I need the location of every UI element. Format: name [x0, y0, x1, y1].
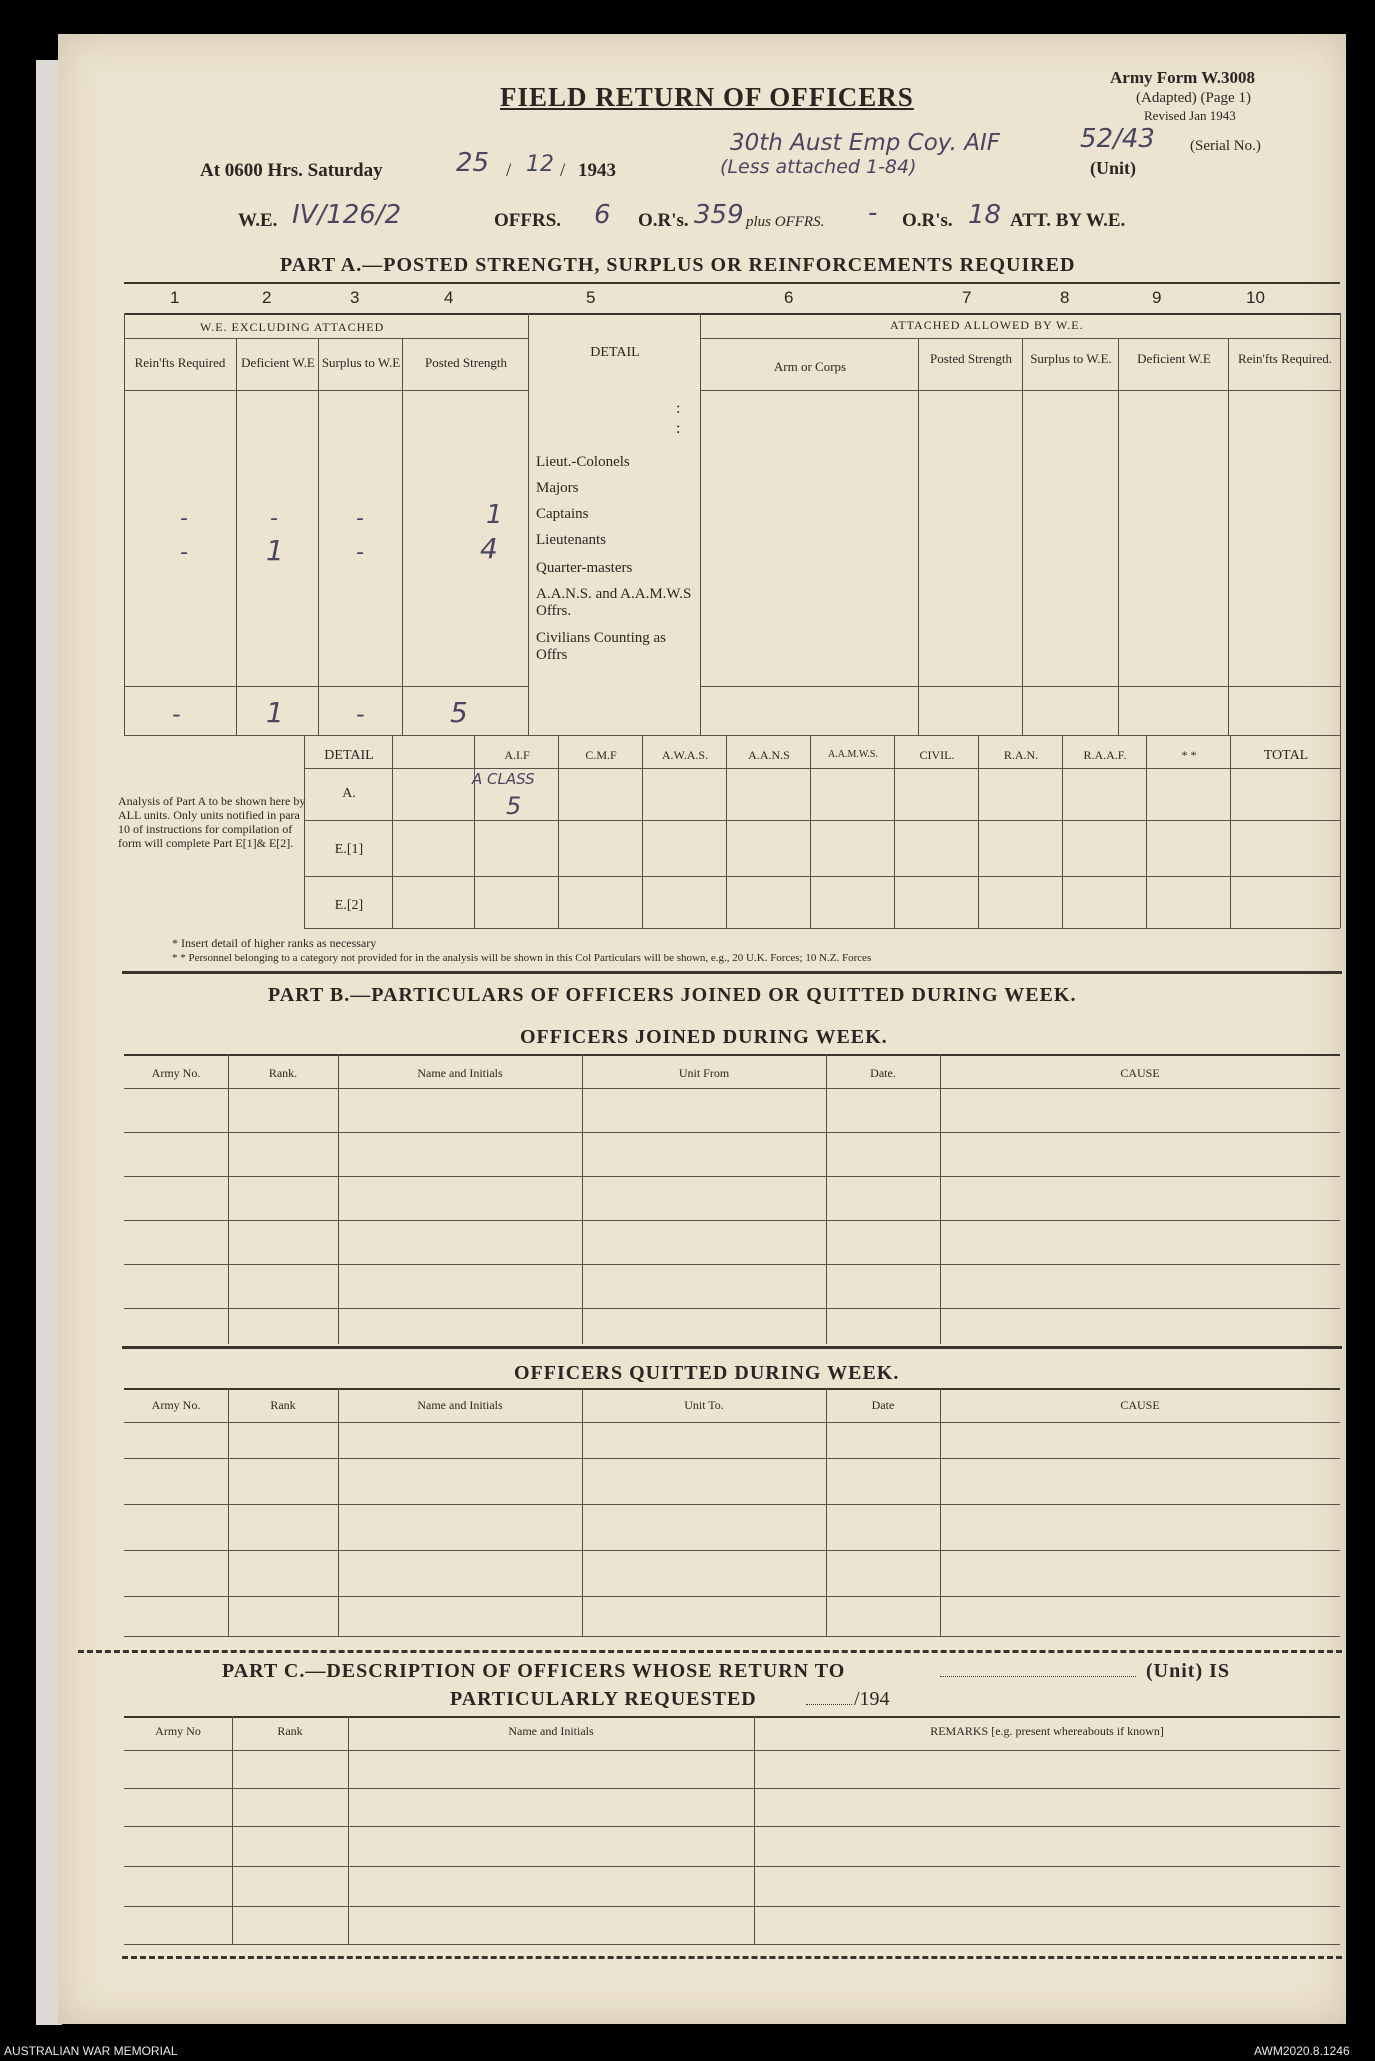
analysis-hdr-detail: DETAIL	[324, 748, 374, 763]
we-value: IV/126/2	[292, 200, 402, 230]
part-b-title: PART B.—PARTICULARS OF OFFICERS JOINED OR QUITTED DURING WEEK.	[268, 984, 1077, 1006]
army-form-number: Army Form W.3008	[1110, 68, 1255, 87]
total-deficient: 1	[266, 696, 284, 729]
rank-captains: Captains	[536, 506, 589, 522]
date-year: 1943	[578, 160, 616, 181]
form-title: FIELD RETURN OF OFFICERS	[500, 82, 914, 112]
part-a-title: PART A.—POSTED STRENGTH, SURPLUS OR REINFORCEMENTS REQUIRED	[280, 254, 1076, 276]
serial-label: (Serial No.)	[1190, 138, 1261, 154]
analysis-row-e1: E.[1]	[334, 842, 364, 857]
analysis-instructions: Analysis of Part A to be shown here by ALL units. Only units notified in para 10 of instructions for compilation of form will complete Part E[1]& E[2].	[118, 794, 306, 850]
part-c-unit-is: (Unit) IS	[1146, 1660, 1231, 1682]
aif-a-value: 5	[506, 792, 522, 820]
quitted-title: OFFICERS QUITTED DURING WEEK.	[514, 1362, 900, 1384]
serial-number-value: 52/43	[1080, 124, 1155, 154]
hdr-posted-strength: Posted Strength	[425, 355, 507, 370]
hdr-posted-strength-att: Posted Strength	[930, 351, 1012, 366]
analysis-row-a: A.	[342, 786, 356, 801]
partc-hdr-rank: Rank	[277, 1724, 303, 1738]
hdr-deficient-att: Deficient W.E	[1137, 351, 1211, 366]
date-day: 25	[456, 148, 490, 178]
quitted-hdr-rank: Rank	[270, 1398, 296, 1412]
joined-hdr-unit-from: Unit From	[678, 1066, 730, 1080]
part-c-year: /194	[854, 1688, 890, 1710]
rank-civilians: Civilians Counting as Offrs	[536, 630, 667, 663]
lieutenants-surplus: -	[356, 540, 364, 565]
col-num-1: 1	[170, 288, 180, 307]
joined-title: OFFICERS JOINED DURING WEEK.	[520, 1026, 888, 1048]
joined-hdr-name: Name and Initials	[417, 1066, 503, 1080]
col-num-6: 6	[784, 288, 794, 307]
quitted-hdr-army-no: Army No.	[151, 1398, 201, 1412]
offrs-label: OFFRS.	[494, 210, 562, 231]
analysis-hdr-total: TOTAL	[1263, 748, 1309, 763]
analysis-hdr-awas: A.W.A.S.	[661, 748, 709, 762]
analysis-row-e2: E.[2]	[334, 898, 364, 913]
col-num-7: 7	[962, 288, 972, 307]
joined-hdr-rank: Rank.	[268, 1066, 298, 1080]
col-num-9: 9	[1152, 288, 1162, 307]
at-hours-label: At 0600 Hrs. Saturday	[200, 160, 383, 181]
total-reinf: -	[172, 700, 181, 728]
footer-right: AWM2020.8.1246	[1254, 2044, 1350, 2058]
attached-allowed-header: ATTACHED ALLOWED BY W.E.	[890, 318, 1084, 332]
footnote-other-category: * * Personnel belonging to a category not provided for in the analysis will be shown in this Col Particulars will be shown, e.g., 20 U.K. Forces; 10 N.Z. Forces	[172, 952, 872, 964]
ors2-value: 18	[968, 200, 1002, 230]
hdr-reinfts-required: Rein'fts Required	[134, 355, 226, 370]
ors-value: 359	[694, 200, 744, 230]
analysis-hdr-civil: CIVIL.	[919, 748, 955, 762]
partc-hdr-remarks: REMARKS [e.g. present whereabouts if known]	[930, 1724, 1164, 1738]
we-label: W.E.	[238, 210, 278, 231]
hdr-surplus-att: Surplus to W.E.	[1030, 351, 1112, 366]
rank-lieut-colonels: Lieut.-Colonels	[536, 454, 630, 470]
analysis-hdr-raaf: R.A.A.F.	[1083, 748, 1127, 762]
partc-hdr-army-no: Army No	[155, 1724, 201, 1738]
partc-hdr-name: Name and Initials	[508, 1724, 594, 1738]
quitted-hdr-name: Name and Initials	[417, 1398, 503, 1412]
col-num-3: 3	[350, 288, 360, 307]
total-surplus: -	[356, 700, 365, 728]
analysis-hdr-ran: R.A.N.	[1003, 748, 1039, 762]
unit-label: (Unit)	[1090, 158, 1136, 178]
lieutenants-deficient: 1	[266, 534, 284, 567]
quitted-hdr-cause: CAUSE	[1120, 1398, 1160, 1412]
analysis-hdr-other: * *	[1181, 748, 1197, 762]
lieutenants-reinf: -	[180, 540, 188, 565]
captains-posted: 1	[486, 500, 503, 530]
rank-majors: Majors	[536, 480, 579, 496]
analysis-hdr-cmf: C.M.F	[585, 748, 617, 762]
joined-hdr-date: Date.	[870, 1066, 896, 1080]
date-month: 12	[526, 152, 554, 177]
part-c-title-line2: PARTICULARLY REQUESTED	[450, 1688, 757, 1710]
part-c-unit-blank[interactable]	[940, 1676, 1136, 1677]
total-posted: 5	[450, 696, 468, 729]
plus-offrs-value: -	[868, 198, 878, 228]
analysis-hdr-aans: A.A.N.S	[748, 748, 790, 762]
adapted-label: (Adapted) (Page 1)	[1136, 90, 1251, 106]
captains-surplus: -	[356, 506, 364, 531]
aif-a-class-note: A CLASS	[472, 770, 535, 788]
ors-label: O.R's.	[638, 210, 689, 231]
lieutenants-posted: 4	[480, 532, 498, 565]
rank-quarter-masters: Quarter-masters	[536, 560, 633, 576]
hdr-arm-or-corps: Arm or Corps	[773, 359, 847, 374]
unit-value-line2: (Less attached 1-84)	[720, 156, 917, 178]
hdr-detail: DETAIL	[590, 345, 640, 360]
col-num-4: 4	[444, 288, 454, 307]
plus-offrs-label: plus OFFRS.	[746, 214, 825, 230]
analysis-hdr-aif: A.I.F	[504, 748, 530, 762]
rank-lieutenants: Lieutenants	[536, 532, 606, 548]
footnote-higher-ranks: * Insert detail of higher ranks as necessary	[172, 936, 377, 950]
footer-left: AUSTRALIAN WAR MEMORIAL	[4, 2044, 178, 2058]
part-c-date-blank[interactable]	[806, 1704, 852, 1705]
unit-value-line1: 30th Aust Emp Coy. AIF	[730, 130, 1000, 156]
col-num-8: 8	[1060, 288, 1070, 307]
ors2-label: O.R's.	[902, 210, 953, 231]
analysis-hdr-aamws: A.A.M.W.S.	[828, 749, 878, 760]
part-c-title-line1: PART C.—DESCRIPTION OF OFFICERS WHOSE RETURN TO	[222, 1660, 846, 1682]
offrs-value: 6	[594, 200, 611, 230]
quitted-hdr-unit-to: Unit To.	[684, 1398, 724, 1412]
captains-deficient: -	[270, 506, 278, 531]
captains-reinf: -	[180, 506, 188, 531]
hdr-deficient-we: Deficient W.E	[241, 355, 315, 370]
hdr-surplus-to-we: Surplus to W.E	[321, 355, 401, 370]
revised-label: Revised Jan 1943	[1144, 108, 1236, 123]
rank-aans-aamws: A.A.N.S. and A.A.M.W.S Offrs.	[536, 586, 692, 619]
hdr-reinfts-att: Rein'fts Required.	[1237, 351, 1333, 366]
joined-hdr-army-no: Army No.	[151, 1066, 201, 1080]
col-num-2: 2	[262, 288, 272, 307]
att-label: ATT. BY W.E.	[1010, 210, 1126, 231]
col-num-10: 10	[1246, 288, 1265, 307]
we-excluding-attached-header: W.E. EXCLUDING ATTACHED	[200, 320, 385, 334]
col-num-5: 5	[586, 288, 596, 307]
quitted-hdr-date: Date	[871, 1398, 895, 1412]
joined-hdr-cause: CAUSE	[1120, 1066, 1160, 1080]
